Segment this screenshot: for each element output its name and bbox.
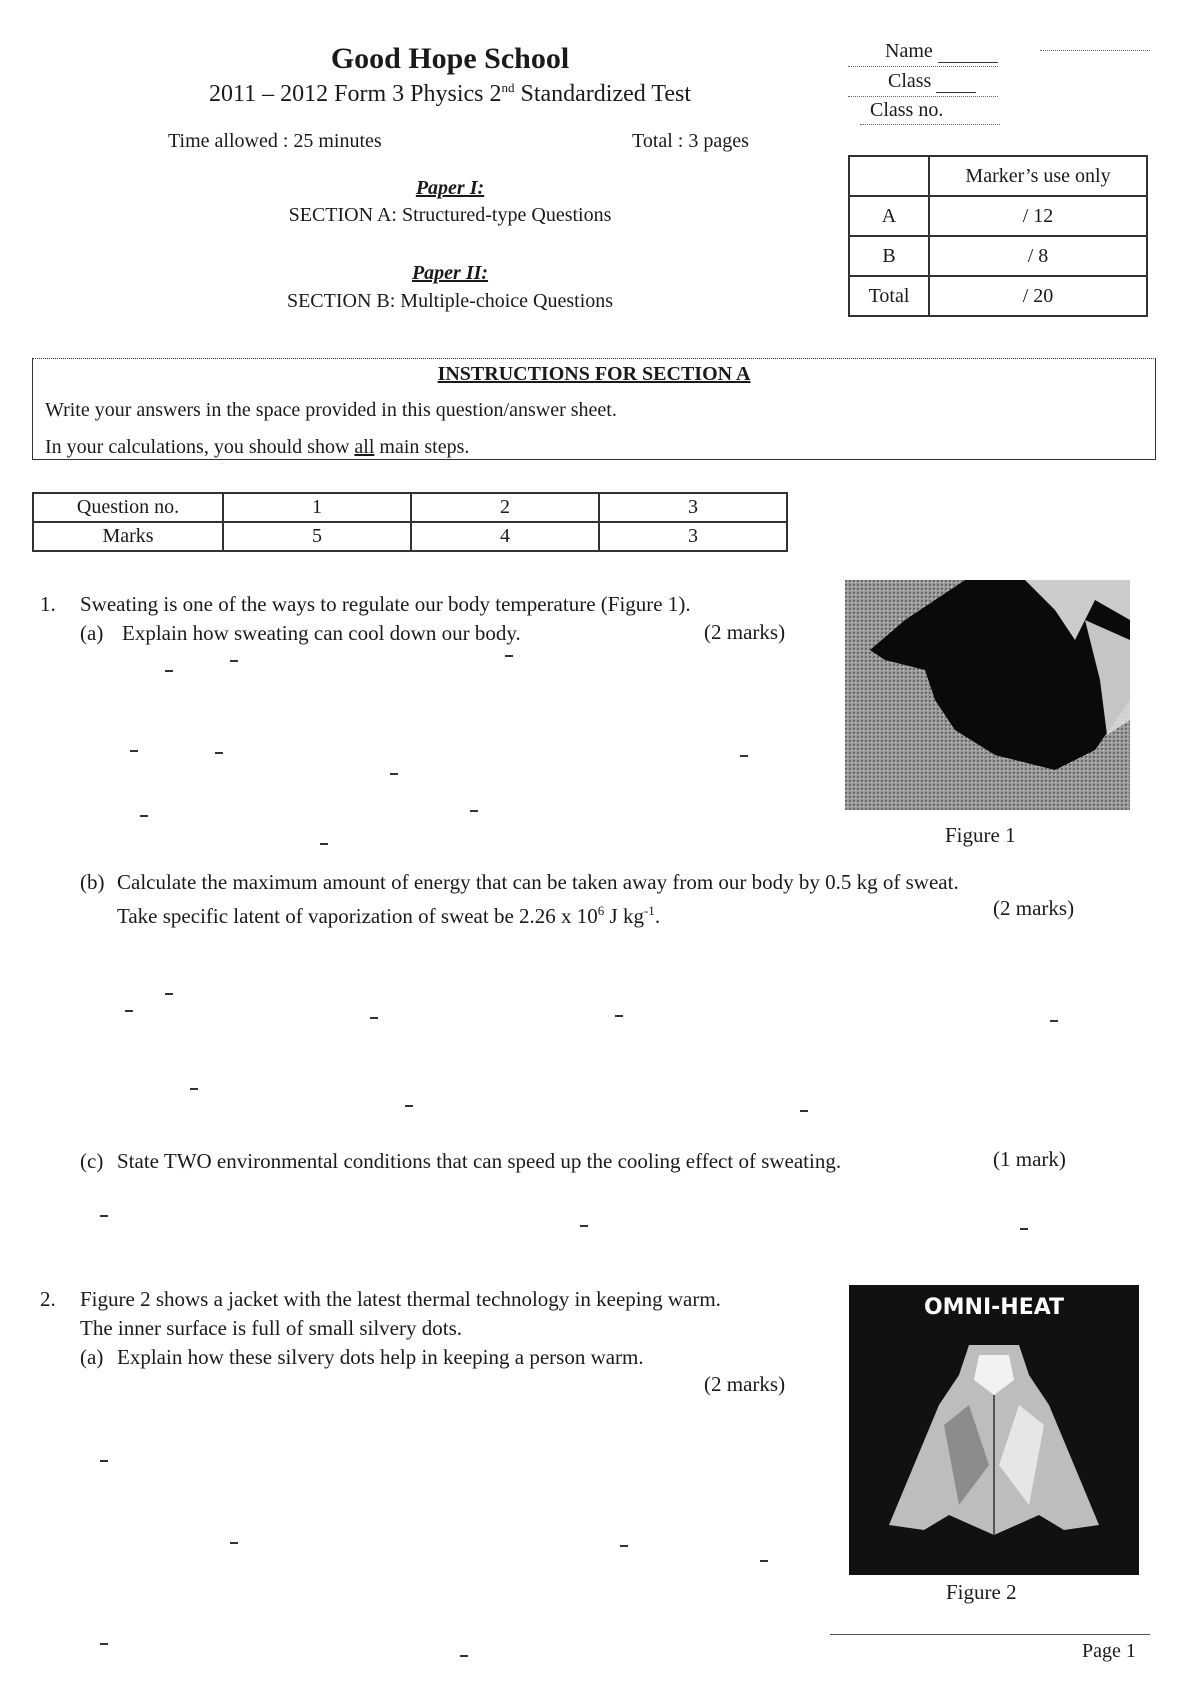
class-number-underline [860,124,1000,125]
answer-speck [165,993,173,995]
marker-table-header [849,156,1147,196]
marker-row-score: / 12 [929,196,1147,236]
q1a-label: (a) [80,621,104,645]
question-number-row [33,493,787,522]
marker-row-label: B [849,236,929,276]
q2-number: 2. [40,1287,56,1311]
answer-speck [505,655,513,657]
marker-row-a [849,196,1147,236]
class-underline [848,96,998,97]
marks-header: Marks [33,522,223,551]
class-label: Class [888,70,932,92]
q1b-text-2-main: Take specific latent of vaporization of sweat be 2.26 x 10 [117,904,598,928]
test-title-suffix: Standardized Test [514,81,691,107]
q1-number: 1. [40,592,56,616]
paper2-title: Paper II: [411,262,489,284]
q1b-text-2-end: . [654,904,661,928]
paper2-subtitle: SECTION B: Multiple-choice Questions [286,290,614,312]
instructions-line-2-suffix: main steps. [374,436,470,458]
q1c-text: State TWO environmental conditions that can speed up the cooling effect of sweating. [117,1149,842,1173]
time-allowed: Time allowed : 25 minutes [168,130,382,152]
answer-speck [125,1010,133,1012]
answer-speck [230,660,238,662]
q1a-marks: (2 marks) [704,620,786,644]
q1c-marks: (1 mark) [993,1147,1066,1171]
class-field[interactable] [888,70,976,93]
jacket-icon [849,1285,1139,1575]
answer-speck [190,1088,198,1090]
paper1-subtitle: SECTION A: Structured-type Questions [288,204,612,226]
answer-speck [100,1643,108,1645]
answer-speck [615,1015,623,1017]
total-pages: Total : 3 pages [632,130,749,152]
instructions-box [32,358,1156,460]
answer-speck [140,815,148,817]
marker-table-heading: Marker’s use only [929,156,1147,196]
marker-row-score: / 8 [929,236,1147,276]
question-number-cell: 2 [411,493,599,522]
q1c-label: (c) [80,1149,104,1173]
q2a-marks: (2 marks) [704,1372,786,1396]
figure1-caption: Figure 1 [945,823,1016,847]
omni-heat-logo: OMNI-HEAT [923,1295,1065,1320]
answer-speck [1050,1020,1058,1022]
marks-cell: 4 [411,522,599,551]
instructions-line-2 [45,436,469,459]
answer-speck [370,1017,378,1019]
question-number-header: Question no. [33,493,223,522]
school-name: Good Hope School [330,42,570,75]
q1b-text-2 [117,896,660,931]
answer-speck [165,670,173,672]
q2-stem-1: Figure 2 shows a jacket with the latest thermal technology in keeping warm. [80,1287,721,1311]
class-number-field[interactable] [870,99,943,122]
answer-speck [760,1560,768,1562]
answer-speck [740,755,748,757]
test-title [150,80,750,108]
answer-speck [1020,1228,1028,1230]
answer-speck [100,1460,108,1462]
figure1-image [845,580,1130,810]
answer-speck [320,843,328,845]
answer-speck [405,1105,413,1107]
q2-stem-2: The inner surface is full of small silvery dots. [80,1316,462,1340]
answer-speck [215,752,223,754]
name-field[interactable] [885,40,998,63]
paper1-title: Paper I: [415,177,485,199]
question-number-cell: 3 [599,493,787,522]
footer-rule [830,1634,1150,1635]
answer-speck [800,1110,808,1112]
name-dotted-line [1040,50,1150,51]
q2a-label: (a) [80,1345,104,1369]
marker-row-b [849,236,1147,276]
q1b-marks: (2 marks) [993,896,1075,920]
instructions-line-1: Write your answers in the space provided in this question/answer sheet. [45,399,617,421]
q2a-text: Explain how these silvery dots help in keeping a person warm. [117,1345,644,1369]
marks-cell: 3 [599,522,787,551]
answer-speck [100,1215,108,1217]
marker-row-label: Total [849,276,929,316]
answer-speck [230,1542,238,1544]
page-number: Page 1 [1082,1640,1136,1662]
figure2-image [849,1285,1139,1575]
answer-speck [580,1225,588,1227]
marks-cell: 5 [223,522,411,551]
marker-row-total [849,276,1147,316]
class-number-label: Class no. [870,99,944,121]
marker-row-score: / 20 [929,276,1147,316]
q1b-unit-exponent: -1 [643,903,655,918]
instructions-emphasis: all [354,436,375,458]
question-marks-table [32,492,788,552]
q1b-unit: J kg [604,904,644,928]
q1b-label: (b) [80,870,105,894]
instructions-title: INSTRUCTIONS FOR SECTION A [437,363,751,385]
marker-table [848,155,1148,317]
question-number-cell: 1 [223,493,411,522]
q1-stem: Sweating is one of the ways to regulate our body temperature (Figure 1). [80,592,691,616]
marker-row-label: A [849,196,929,236]
test-title-sup: nd [501,80,515,95]
q1b-exponent: 6 [597,903,605,918]
sweating-face-icon [845,580,1130,810]
name-label: Name [885,40,933,62]
q1a-text: Explain how sweating can cool down our body. [122,621,521,645]
answer-speck [460,1655,468,1657]
answer-speck [130,750,138,752]
answer-speck [620,1545,628,1547]
figure2-caption: Figure 2 [946,1580,1017,1604]
answer-speck [390,773,398,775]
marks-row [33,522,787,551]
test-title-prefix: 2011 – 2012 Form 3 Physics 2 [209,81,502,107]
instructions-line-2-text: In your calculations, you should show [45,436,355,458]
answer-speck [470,810,478,812]
q1b-text: Calculate the maximum amount of energy that can be taken away from our body by 0.5 kg of sweat. [117,870,959,894]
name-underline [848,66,998,67]
